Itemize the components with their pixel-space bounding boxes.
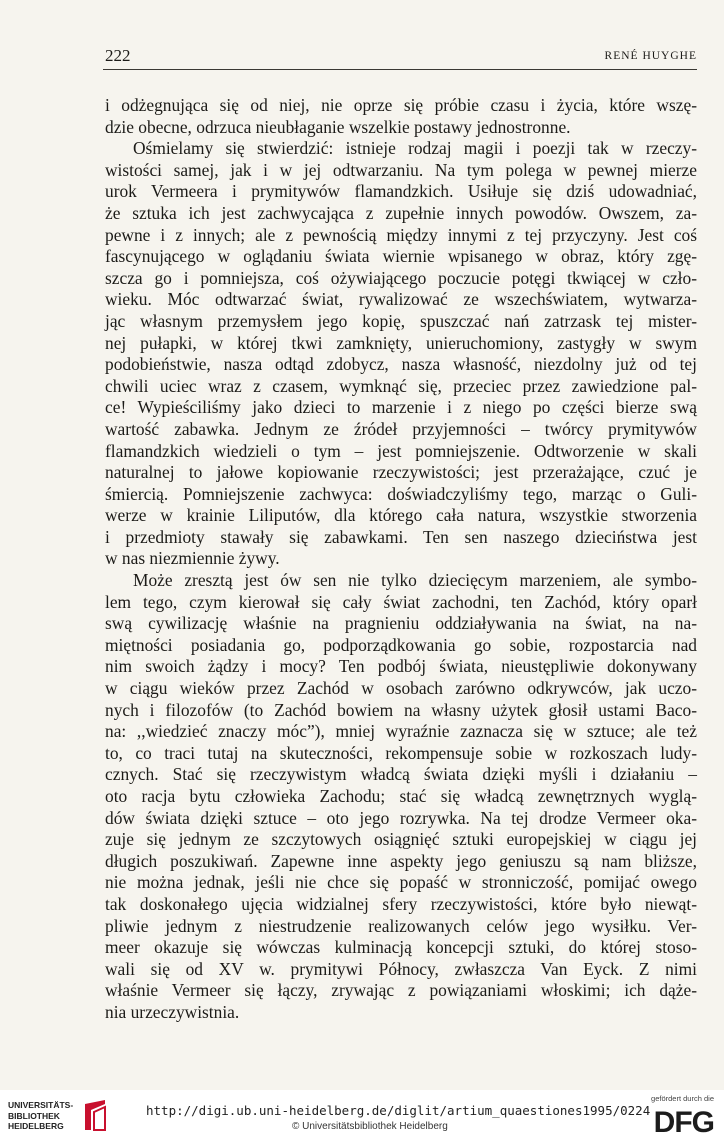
dfg-logo: DFG (653, 1106, 714, 1139)
text-line: jąc własnym przemysłem jego kopię, spuszczać nań zatrzask tej mister- (105, 310, 697, 331)
page-header (103, 46, 697, 68)
viewer-footer (0, 1090, 724, 1142)
text-line: śmiercią. Pomniejszenie zachwyca: doświadczyliśmy tego, marząc o Guli- (105, 483, 697, 504)
text-line: szcza go i pomniejsza, coś ożywiającego poczucie potęgi tkwiącej w czło- (105, 267, 697, 288)
permalink-url[interactable]: http://digi.ub.uni-heidelberg.de/diglit/artium_quaestiones1995/0224 (146, 1103, 651, 1118)
text-line: właśnie Vermeer się łączy, zrywając z powiązaniami włoskimi; ich dąże- (105, 980, 697, 1001)
dfg-caption: gefördert durch die (651, 1094, 714, 1103)
text-line: podobieństwie, nasza odtąd zdobycz, nasza własność, niezdolny już od tej (105, 354, 697, 375)
text-line: pliwie jednym z niestrudzenie realizowanych celów jego wysiłku. Ver- (105, 915, 697, 936)
dfg-sponsor[interactable] (651, 1094, 714, 1139)
text-line: fascynującego w oglądaniu świata wiernie wpisanego w obraz, który zgę- (105, 246, 697, 267)
text-line: swą cywilizację właśnie na pragnieniu oddziaływania na świat, na na- (105, 613, 697, 634)
text-line: na: ,,wiedzieć znaczy móc”), mniej wyraźnie zaznacza się w sztuce; ale też (105, 721, 697, 742)
library-name-line: UNIVERSITÄTS- (8, 1100, 74, 1110)
text-line: meer okazuje się wówczas kulminacją koncepcji sztuki, do której stoso- (105, 937, 697, 958)
paragraph (105, 570, 697, 1023)
text-line: miętności posiadania go, podporządkowania go sobie, rozpostarcia nad (105, 634, 697, 655)
text-line: pewne i z innych; ale z pewnością między innymi z tej przyczyny. Jest coś (105, 224, 697, 245)
text-line: dzie obecne, odrzuca nieubłaganie wszelkie postawy jednostronne. (105, 116, 571, 137)
text-line: werze w krainie Liliputów, dla którego cała natura, wszystkie stworzenia (105, 505, 697, 526)
text-line: wistości samej, jak i w jej odtwarzaniu. Na tym polega w pewnej mierze (105, 159, 697, 180)
page-number: 222 (105, 46, 131, 65)
text-line: długich poszukiwań. Zapewne inne aspekty jego geniuszu są nam bliższe, (105, 850, 697, 871)
text-line: lem tego, czym kierował się cały świat zachodni, ten Zachód, który oparł (105, 591, 697, 612)
text-line: zuje się jednym ze szczytowych osiągnięć sztuki europejskiej w ciągu jej (105, 829, 697, 850)
text-line: nie można jednak, jeśli nie chce się popaść w stronniczość, pomijać owego (105, 872, 697, 893)
library-logo[interactable] (8, 1100, 108, 1134)
text-line: tak doskonałego ujęcia widzialnej sfery rzeczywistości, które było niewąt- (105, 893, 697, 914)
text-line: nych i filozofów (to Zachód bowiem na własny użytek głosił ustami Baco- (105, 699, 697, 720)
text-line: urok Vermeera i prymitywów flamandzkich. Usiłuje się dziś udowadniać, (105, 181, 697, 202)
text-line: w nas niezmiennie żywy. (105, 548, 280, 569)
text-line: ce! Wypieściliśmy jako dzieci to marzenie i z niego po części bierze swą (105, 397, 697, 418)
text-line: to, co traci tutaj na skuteczności, rekompensuje sobie w rozkoszach ludy- (105, 742, 697, 763)
library-name (8, 1100, 73, 1132)
text-line: chwili uciec wraz z czasem, wymknąć się, przeciec przez zawiedzione pal- (105, 375, 697, 396)
text-line: wartość zabawka. Jednym ze źródeł przyjemności – twórcy prymitywów (105, 418, 697, 439)
text-line: i przedmioty stawały się zabawkami. Ten sen naszego dzieciństwa jest (105, 526, 697, 547)
body-text (105, 95, 697, 1024)
text-line: Ośmielamy się stwierdzić: istnieje rodzaj magii i poezji tak w rzeczy- (133, 138, 697, 159)
text-line: wali się od XV w. prymitywi Północy, zwłaszcza Van Eyck. Z nimi (105, 958, 697, 979)
text-line: i odżegnująca się od niej, nie oprze się próbie czasu i życia, które wszę- (105, 95, 697, 115)
text-line: flamandzkich wiedzieli o tym – jest pomniejszenie. Odtworzenie w skali (105, 440, 697, 461)
header-rule (103, 69, 697, 70)
text-line: nej pułapki, w której tkwi zamknięty, unieruchomiony, zastygły w swym (105, 332, 697, 353)
text-line: nim swoich żądzy i mocy? Ten podbój świata, nieustępliwie dokonywany (105, 656, 697, 677)
text-line: Może zresztą jest ów sen nie tylko dziecięcym marzeniem, ale symbo- (133, 570, 697, 591)
text-line: naturalnej to jałowe kopiowanie rzeczywistości; jest przerażające, czuć je (105, 462, 697, 483)
text-line: dów świata dzięki sztuce – oto jego rozrywka. Na tej drodze Vermeer oka- (105, 807, 697, 828)
text-line: cznych. Stać się rzeczywistym władcą świata dzięki myśli i działaniu – (105, 764, 697, 785)
text-line: w ciągu wieków przez Zachód w osobach zarówno odkrywców, jak uczo- (105, 678, 697, 699)
copyright-notice: © Universitätsbibliothek Heidelberg (292, 1121, 448, 1132)
text-line: wieku. Móc odtwarzać świat, rywalizować ze wszechświatem, wytwarza- (105, 289, 697, 310)
text-line: że sztuka ich jest zachwycająca z zupełnie innych powodów. Owszem, za- (105, 202, 697, 223)
library-emblem-icon (83, 1100, 107, 1132)
running-head: RENÉ HUYGHE (604, 50, 697, 62)
text-line: nia urzeczywistnia. (105, 1001, 240, 1022)
library-name-line: HEIDELBERG (8, 1121, 64, 1131)
library-name-line: BIBLIOTHEK (8, 1110, 60, 1121)
text-line: oto racja bytu człowieka Zachodu; stać się władcą zewnętrznych wyglą- (105, 786, 697, 806)
paragraph (105, 95, 697, 138)
paragraph (105, 138, 697, 570)
